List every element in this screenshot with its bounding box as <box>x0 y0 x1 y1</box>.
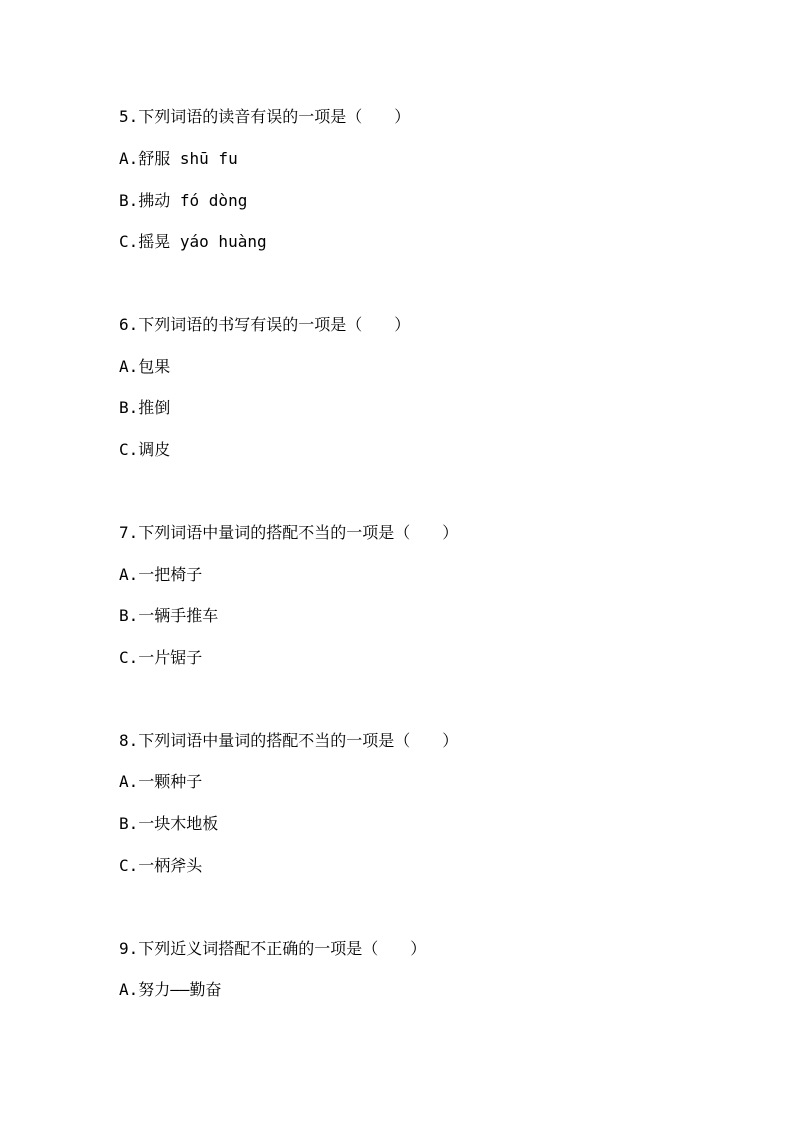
question-6-option-b: B.推倒 <box>119 398 171 417</box>
question-6-stem: 6.下列词语的书写有误的一项是（ ） <box>119 315 411 334</box>
question-7-option-a: A.一把椅子 <box>119 565 203 584</box>
question-5-option-c: C.摇晃 yáo huàng <box>119 232 267 251</box>
question-6-option-a: A.包果 <box>119 357 171 376</box>
question-9-option-a: A.努力——勤奋 <box>119 980 222 999</box>
question-6-option-c: C.调皮 <box>119 440 171 459</box>
question-7-stem: 7.下列词语中量词的搭配不当的一项是（ ） <box>119 523 459 542</box>
question-9-stem: 9.下列近义词搭配不正确的一项是（ ） <box>119 939 427 958</box>
question-5-stem: 5.下列词语的读音有误的一项是（ ） <box>119 107 411 126</box>
question-8-stem: 8.下列词语中量词的搭配不当的一项是（ ） <box>119 731 459 750</box>
question-5-option-b: B.拂动 fó dòng <box>119 191 248 210</box>
question-5-option-a: A.舒服 shū fu <box>119 149 238 168</box>
question-8-option-b: B.一块木地板 <box>119 814 219 833</box>
question-7-option-b: B.一辆手推车 <box>119 606 219 625</box>
question-8-option-a: A.一颗种子 <box>119 772 203 791</box>
question-8-option-c: C.一柄斧头 <box>119 856 203 875</box>
question-7-option-c: C.一片锯子 <box>119 648 203 667</box>
